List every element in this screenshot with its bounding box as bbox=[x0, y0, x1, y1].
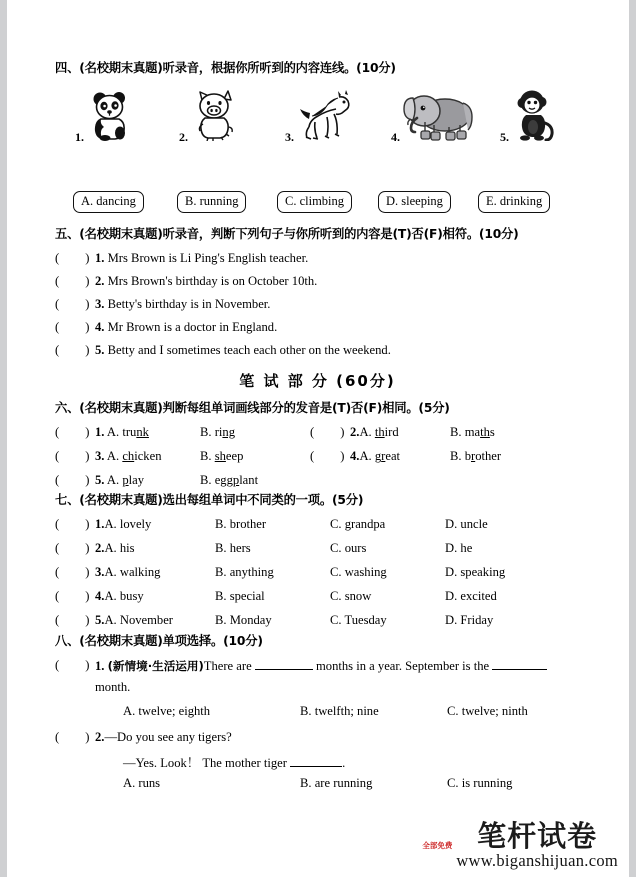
section-4-heading: 四、(名校期末真题)听录音，根据你所听到的内容连线。(10分) bbox=[55, 61, 396, 75]
mc-question-1 bbox=[55, 658, 580, 728]
tf-row-2 bbox=[55, 274, 580, 297]
section-5-heading: 五、(名校期末真题)听录音，判断下列句子与你所听到的内容是(T)否(F)相符。(10分) bbox=[55, 227, 519, 241]
tf-row-3 bbox=[55, 297, 580, 320]
category-2a: A. his bbox=[104, 541, 135, 555]
category-row-2 bbox=[55, 541, 580, 564]
section-7-heading: 七、(名校期末真题)选出每组单词中不同类的一项。(5分) bbox=[55, 493, 364, 507]
section-5 bbox=[55, 224, 580, 366]
tf-text-5: Betty and I sometimes teach each other on the weekend. bbox=[107, 343, 391, 357]
tf-text-4: Mr Brown is a doctor in England. bbox=[107, 320, 278, 334]
mc-2-option-a[interactable]: A. runs bbox=[123, 776, 161, 790]
answer-bracket-4[interactable]: ( ) bbox=[55, 320, 90, 334]
mc-number-1: 1. bbox=[95, 659, 105, 673]
phonics-bracket-2[interactable]: ( ) bbox=[310, 425, 345, 439]
animal-number-3: 3. bbox=[285, 130, 294, 144]
animal-item-4 bbox=[391, 91, 475, 146]
category-4b: B. special bbox=[215, 589, 265, 603]
animal-item-2 bbox=[179, 89, 239, 146]
mc-stem-1b: months in a year. September is the bbox=[312, 659, 493, 673]
category-2b: B. hers bbox=[215, 541, 251, 555]
category-3d: D. speaking bbox=[445, 565, 506, 579]
category-number-2: 2. bbox=[95, 541, 105, 555]
answer-bracket-3[interactable]: ( ) bbox=[55, 297, 90, 311]
category-1b: B. brother bbox=[215, 517, 267, 531]
phonics-5b: B. eggplant bbox=[200, 473, 259, 487]
option-box-e[interactable]: E. drinking bbox=[478, 191, 550, 213]
category-row-3 bbox=[55, 565, 580, 588]
category-number-4: 4. bbox=[95, 589, 105, 603]
tf-text-2: Mrs Brown's birthday is on October 10th. bbox=[107, 274, 318, 288]
phonics-number-5: 5. bbox=[95, 473, 105, 487]
category-number-3: 3. bbox=[95, 565, 105, 579]
mc-stem-2-line1: —Do you see any tigers? bbox=[104, 730, 232, 744]
tf-row-4 bbox=[55, 320, 580, 343]
answer-bracket-5[interactable]: ( ) bbox=[55, 343, 90, 357]
phonics-row-2 bbox=[55, 449, 580, 472]
tf-number-5: 5. bbox=[95, 343, 105, 357]
animal-item-5 bbox=[500, 89, 558, 146]
answer-bracket-1[interactable]: ( ) bbox=[55, 251, 90, 265]
phonics-4b: B. brother bbox=[450, 449, 502, 463]
section-8 bbox=[55, 631, 580, 800]
category-bracket-5[interactable]: ( ) bbox=[55, 613, 90, 627]
section-6-heading: 六、(名校期末真题)判断每组单词画线部分的发音是(T)否(F)相同。(5分) bbox=[55, 401, 450, 415]
phonics-3a: A. chicken bbox=[106, 449, 162, 463]
tf-text-1: Mrs Brown is Li Ping's English teacher. bbox=[107, 251, 309, 265]
animal-number-4: 4. bbox=[391, 130, 400, 144]
mc-scenario-tag-1: (新情境·生活运用) bbox=[107, 659, 204, 673]
elephant-icon bbox=[403, 91, 475, 146]
mc-stem-2-period: . bbox=[342, 756, 346, 770]
category-row-4 bbox=[55, 589, 580, 612]
category-2d: D. he bbox=[445, 541, 473, 555]
mc-1-option-c[interactable]: C. twelve; ninth bbox=[447, 704, 528, 718]
phonics-2a: 2.A. third bbox=[350, 425, 399, 439]
category-5b: B. Monday bbox=[215, 613, 272, 627]
category-bracket-3[interactable]: ( ) bbox=[55, 565, 90, 579]
answer-blank-1a[interactable] bbox=[255, 658, 313, 670]
phonics-bracket-4[interactable]: ( ) bbox=[310, 449, 345, 463]
animal-picture-row bbox=[55, 88, 580, 146]
tf-number-4: 4. bbox=[95, 320, 105, 334]
mc-bracket-1[interactable]: ( ) bbox=[55, 658, 90, 672]
phonics-1b: B. ring bbox=[200, 425, 235, 439]
category-bracket-4[interactable]: ( ) bbox=[55, 589, 90, 603]
mc-stem-2-line2: —Yes. Look！ The mother tiger bbox=[123, 756, 291, 770]
phonics-bracket-5[interactable]: ( ) bbox=[55, 473, 90, 487]
answer-blank-1b[interactable] bbox=[492, 658, 547, 670]
answer-bracket-2[interactable]: ( ) bbox=[55, 274, 90, 288]
section-4-option-boxes bbox=[55, 191, 580, 221]
tf-row-1 bbox=[55, 251, 580, 274]
tf-number-3: 3. bbox=[95, 297, 105, 311]
option-box-c[interactable]: C. climbing bbox=[277, 191, 352, 213]
animal-number-5: 5. bbox=[500, 130, 509, 144]
section-4 bbox=[55, 58, 580, 146]
category-number-5: 5. bbox=[95, 613, 105, 627]
phonics-row-1 bbox=[55, 425, 580, 448]
tf-number-1: 1. bbox=[95, 251, 105, 265]
category-4a: A. busy bbox=[104, 589, 144, 603]
watermark-url: www.biganshijuan.com bbox=[456, 850, 618, 870]
phonics-number-3: 3. bbox=[95, 449, 105, 463]
category-5d: D. Friday bbox=[445, 613, 494, 627]
phonics-number-1: 1. bbox=[95, 425, 105, 439]
answer-blank-2[interactable] bbox=[290, 755, 342, 767]
phonics-5a: A. play bbox=[106, 473, 145, 487]
phonics-3b: B. sheep bbox=[200, 449, 244, 463]
category-1d: D. uncle bbox=[445, 517, 488, 531]
category-4d: D. excited bbox=[445, 589, 497, 603]
mc-stem-1a: There are bbox=[203, 659, 255, 673]
section-6 bbox=[55, 398, 580, 497]
category-5c: C. Tuesday bbox=[330, 613, 387, 627]
mc-number-2: 2. bbox=[95, 730, 105, 744]
panda-icon bbox=[87, 89, 133, 146]
animal-item-1 bbox=[75, 89, 133, 146]
option-box-d[interactable]: D. sleeping bbox=[378, 191, 451, 213]
section-7 bbox=[55, 490, 580, 637]
phonics-2b: B. maths bbox=[450, 425, 495, 439]
category-3a: A. walking bbox=[104, 565, 161, 579]
phonics-bracket-1[interactable]: ( ) bbox=[55, 425, 90, 439]
category-number-1: 1. bbox=[95, 517, 105, 531]
category-2c: C. ours bbox=[330, 541, 367, 555]
phonics-bracket-3[interactable]: ( ) bbox=[55, 449, 90, 463]
watermark-brand: 全部免费 笔杆试卷 bbox=[422, 818, 598, 853]
section-8-heading: 八、(名校期末真题)单项选择。(10分) bbox=[55, 634, 263, 648]
scan-edge-right bbox=[629, 0, 636, 877]
mc-2-option-b[interactable]: B. are running bbox=[300, 776, 373, 790]
category-row-1 bbox=[55, 517, 580, 540]
tf-number-2: 2. bbox=[95, 274, 105, 288]
category-bracket-1[interactable]: ( ) bbox=[55, 517, 90, 531]
mc-1-option-a[interactable]: A. twelve; eighth bbox=[123, 704, 211, 718]
category-3b: B. anything bbox=[215, 565, 274, 579]
category-bracket-2[interactable]: ( ) bbox=[55, 541, 90, 555]
category-1c: C. grandpa bbox=[330, 517, 386, 531]
written-part-title: 笔 试 部 分 (60分) bbox=[239, 372, 396, 390]
category-4c: C. snow bbox=[330, 589, 372, 603]
pig-icon bbox=[191, 89, 239, 146]
scan-edge-left bbox=[0, 0, 7, 877]
mc-1-option-b[interactable]: B. twelfth; nine bbox=[300, 704, 379, 718]
category-3c: C. washing bbox=[330, 565, 387, 579]
mc-2-option-c[interactable]: C. is running bbox=[447, 776, 513, 790]
mc-bracket-2[interactable]: ( ) bbox=[55, 730, 90, 744]
option-box-b[interactable]: B. running bbox=[177, 191, 246, 213]
monkey-icon bbox=[512, 89, 558, 146]
category-5a: A. November bbox=[104, 613, 173, 627]
phonics-1a: A. trunk bbox=[106, 425, 149, 439]
tf-text-3: Betty's birthday is in November. bbox=[107, 297, 271, 311]
horse-icon bbox=[297, 89, 353, 146]
category-1a: A. lovely bbox=[104, 517, 152, 531]
animal-item-3 bbox=[285, 89, 353, 146]
watermark bbox=[422, 818, 618, 870]
option-box-a[interactable]: A. dancing bbox=[73, 191, 144, 213]
tf-row-5 bbox=[55, 343, 580, 366]
phonics-4a: 4.A. great bbox=[350, 449, 401, 463]
animal-number-1: 1. bbox=[75, 130, 84, 144]
animal-number-2: 2. bbox=[179, 130, 188, 144]
watermark-free-tag: 全部免费 bbox=[422, 841, 453, 850]
mc-question-2 bbox=[55, 730, 580, 800]
mc-stem-1-line2: month. bbox=[95, 680, 131, 694]
